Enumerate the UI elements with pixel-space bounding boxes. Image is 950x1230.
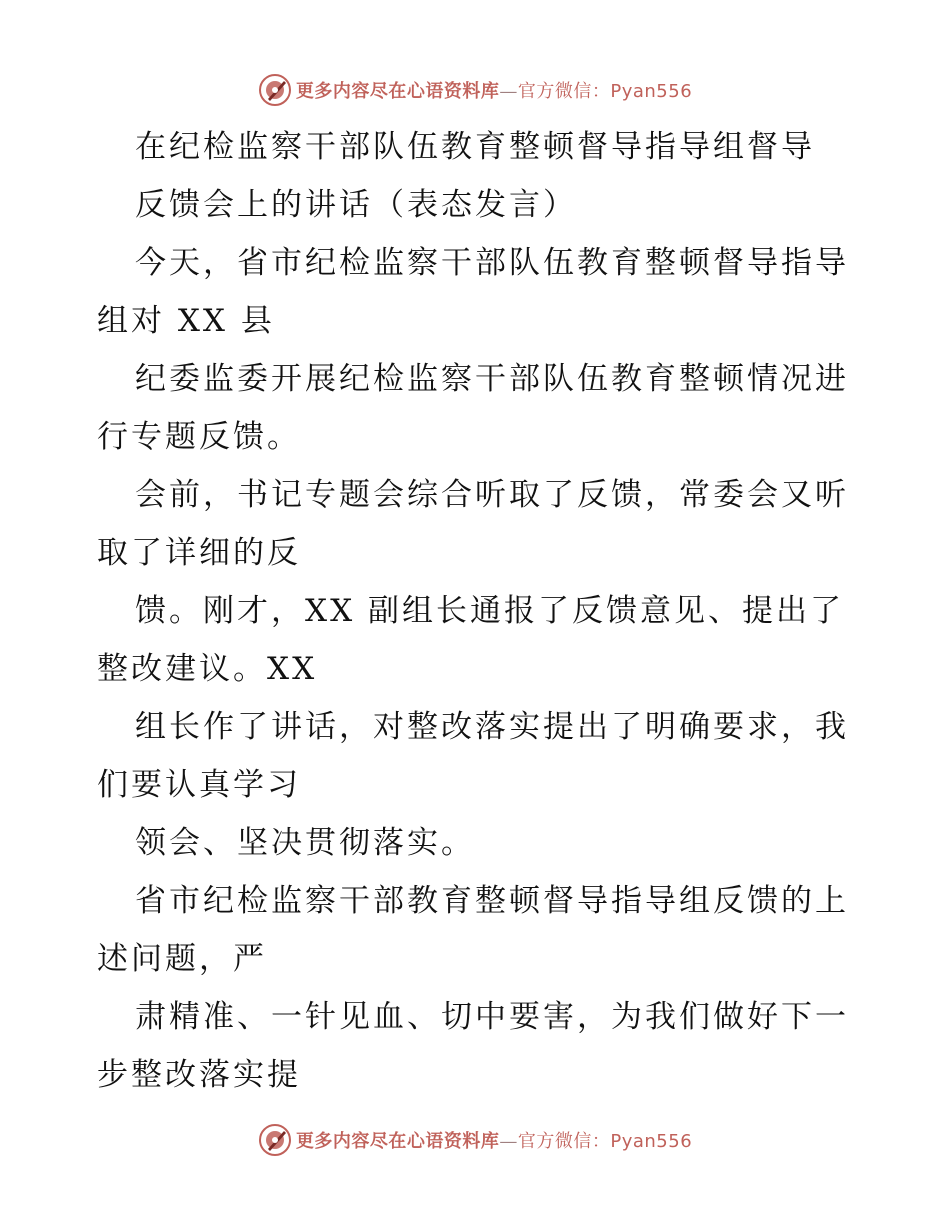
watermark-handle: Pyan556	[610, 81, 693, 102]
doc-line: 今天，省市纪检监察干部队伍教育整顿督导指导	[135, 245, 849, 281]
watermark-brand: 更多内容尽在心语资料库	[295, 1131, 500, 1152]
header-watermark-banner	[0, 70, 950, 110]
doc-line: 在纪检监察干部队伍教育整顿督导指导组督导	[135, 129, 815, 165]
doc-line: 反馈会上的讲话（表态发言）	[135, 187, 577, 223]
doc-line: 行专题反馈。	[97, 419, 301, 455]
doc-line: 馈。刚才，XX 副组长通报了反馈意见、提出了	[135, 593, 844, 629]
watermark-label: 官方微信：	[517, 1131, 611, 1152]
watermark-separator: —	[499, 1131, 518, 1152]
document-body	[97, 118, 857, 1104]
quill-logo-icon	[258, 73, 292, 107]
doc-line: 整改建议。XX	[97, 651, 318, 687]
watermark-handle: Pyan556	[610, 1131, 693, 1152]
watermark-separator: —	[499, 81, 518, 102]
doc-line: 们要认真学习	[97, 767, 301, 803]
watermark-brand: 更多内容尽在心语资料库	[295, 81, 500, 102]
doc-line: 肃精准、一针见血、切中要害，为我们做好下一	[135, 999, 849, 1035]
quill-logo-icon	[258, 1123, 292, 1157]
doc-line: 组对 XX 县	[97, 303, 275, 339]
watermark-label: 官方微信：	[517, 81, 611, 102]
doc-line: 述问题，严	[97, 941, 267, 977]
doc-line: 取了详细的反	[97, 535, 301, 571]
doc-line: 组长作了讲话，对整改落实提出了明确要求，我	[135, 709, 849, 745]
doc-line: 省市纪检监察干部教育整顿督导指导组反馈的上	[135, 883, 849, 919]
doc-line: 步整改落实提	[97, 1057, 301, 1093]
watermark-text	[296, 1127, 692, 1153]
doc-line: 纪委监委开展纪检监察干部队伍教育整顿情况进	[135, 361, 849, 397]
footer-watermark-banner	[0, 1120, 950, 1160]
doc-line: 领会、坚决贯彻落实。	[135, 825, 475, 861]
doc-line: 会前，书记专题会综合听取了反馈，常委会又听	[135, 477, 849, 513]
watermark-text	[296, 77, 692, 103]
